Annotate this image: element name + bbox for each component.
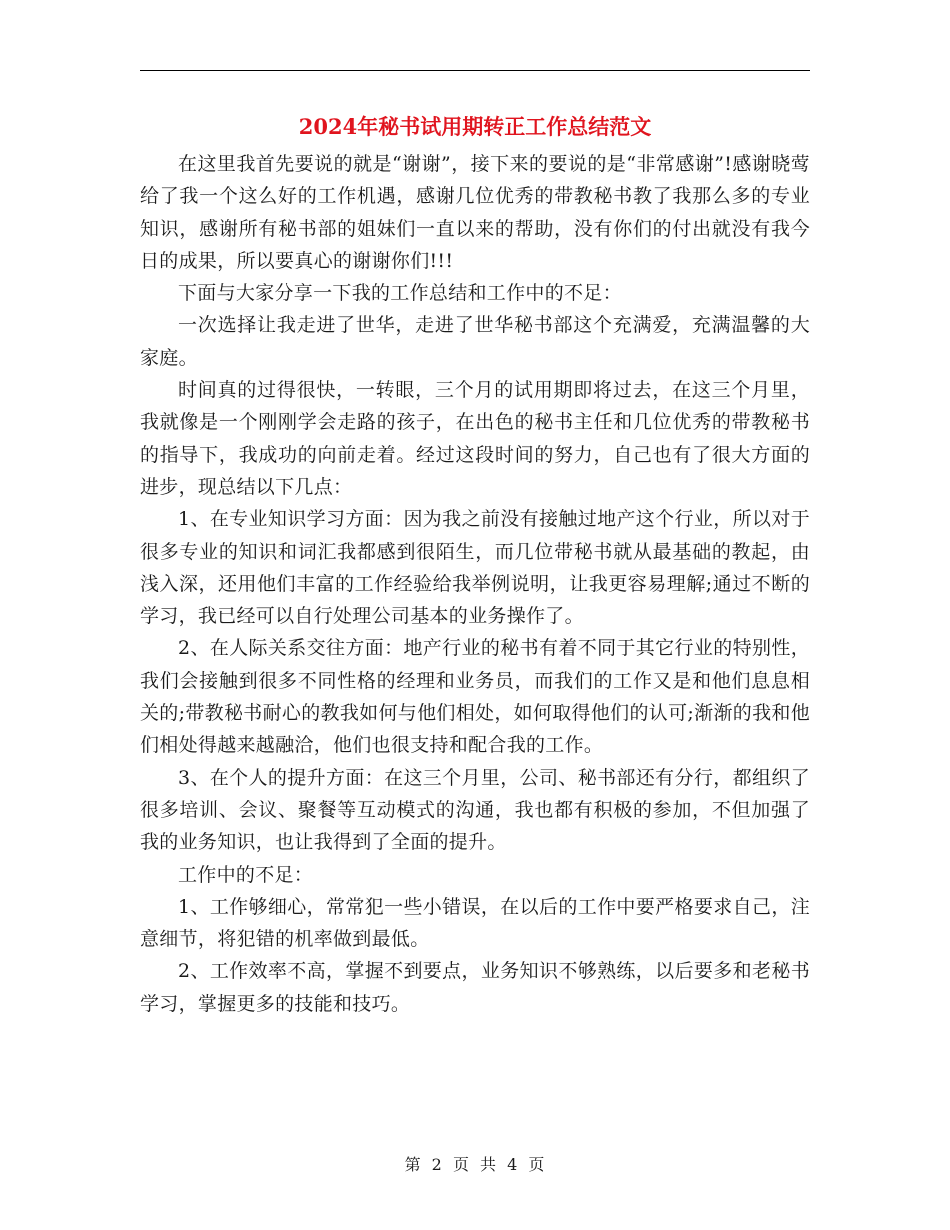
paragraph-point-1: 1、在专业知识学习方面：因为我之前没有接触过地产这个行业，所以对于很多专业的知识和词汇我都感到很陌生，而几位带秘书就从最基础的教起，由浅入深，还用他们丰富的工作经验给我举例说明，让我更容易理解;通过不断的学习，我已经可以自行处理公司基本的业务操作了。	[140, 508, 810, 628]
paragraph-point-2: 2、在人际关系交往方面：地产行业的秘书有着不同于其它行业的特别性，我们会接触到很多不同性格的经理和业务员，而我们的工作又是和他们息息相关的;带教秘书耐心的教我如何与他们相处，如何取得他们的认可;渐渐的我和他们相处得越来越融洽，他们也很支持和配合我的工作。	[140, 637, 810, 757]
paragraph-time: 时间真的过得很快，一转眼，三个月的试用期即将过去，在这三个月里，我就像是一个刚刚学会走路的孩子，在出色的秘书主任和几位优秀的带教秘书的指导下，我成功的向前走着。经过这段时间的努力，自己也有了很大方面的进步，现总结以下几点：	[140, 379, 810, 498]
document-title: 2024年秘书试用期转正工作总结范文	[298, 114, 652, 139]
page-number: 第 2 页 共 4 页	[404, 1155, 546, 1174]
paragraph-shortcomings-heading: 工作中的不足：	[178, 863, 314, 886]
paragraph-choice: 一次选择让我走进了世华，走进了世华秘书部这个充满爱，充满温馨的大家庭。	[140, 314, 810, 369]
paragraph-shortcoming-1: 1、工作够细心，常常犯一些小错误，在以后的工作中要严格要求自己，注意细节，将犯错的机率做到最低。	[140, 895, 810, 951]
paragraph-intro: 下面与大家分享一下我的工作总结和工作中的不足：	[178, 282, 622, 305]
document-body	[140, 148, 810, 1020]
paragraph-thanks: 在这里我首先要说的就是“谢谢”，接下来的要说的是“非常感谢”!感谢晓莺给了我一个这么好的工作机遇，感谢几位优秀的带教秘书教了我那么多的专业知识，感谢所有秘书部的姐妹们一直以来的帮助，没有你们的付出就没有我今日的成果，所以要真心的谢谢你们!!!	[140, 153, 810, 272]
paragraph-point-3: 3、在个人的提升方面：在这三个月里，公司、秘书部还有分行，都组织了很多培训、会议、聚餐等互动模式的沟通，我也都有积极的参加，不但加强了我的业务知识，也让我得到了全面的提升。	[140, 766, 810, 854]
paragraph-shortcoming-2: 2、工作效率不高，掌握不到要点，业务知识不够熟练，以后要多和老秘书学习，掌握更多的技能和技巧。	[140, 960, 810, 1015]
header-rule	[140, 70, 810, 71]
